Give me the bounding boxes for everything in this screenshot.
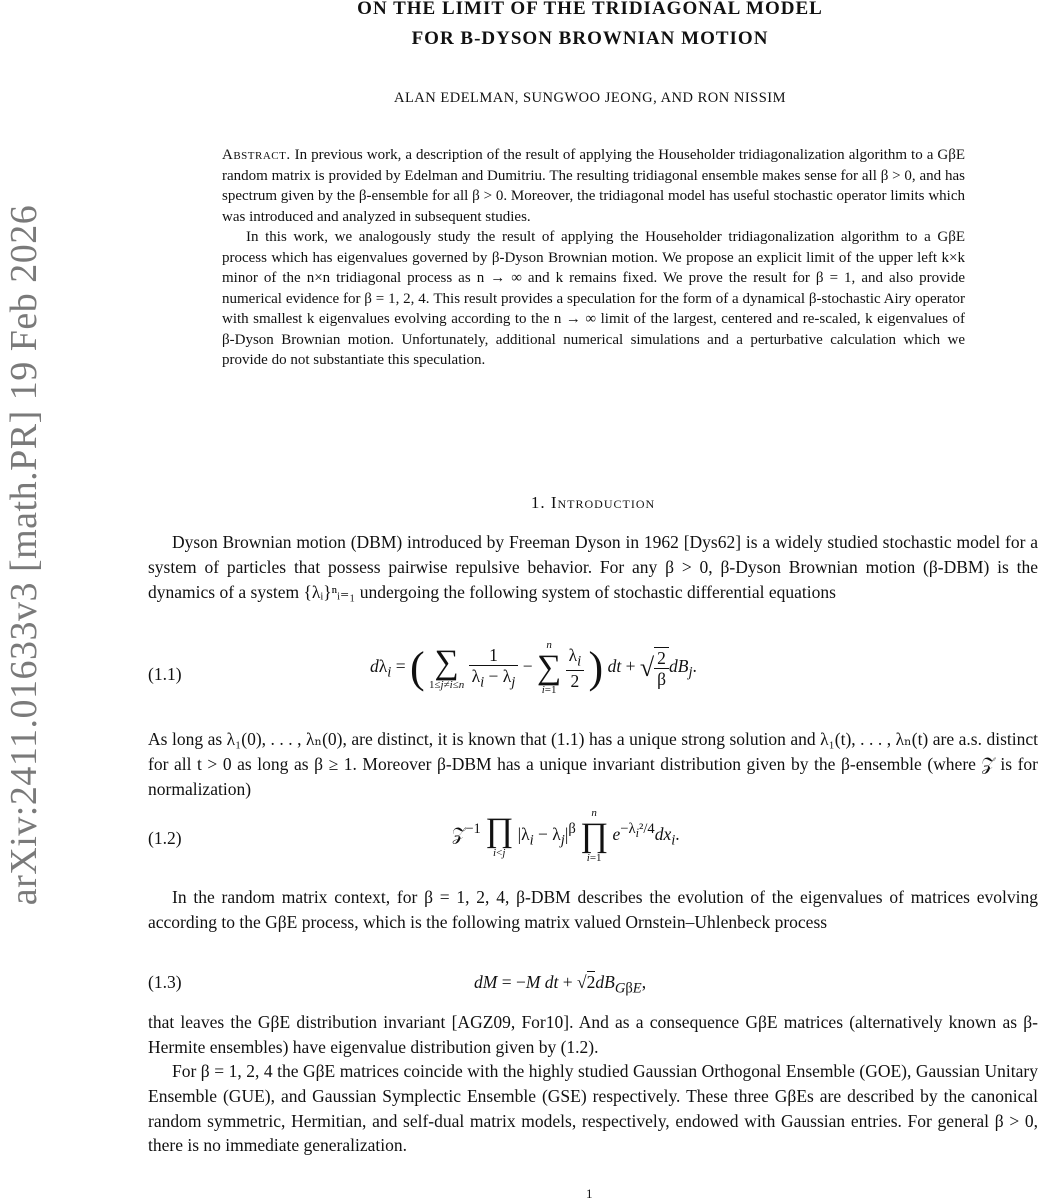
- paper-title: [300, 0, 880, 54]
- body-paragraph-1: [148, 530, 1038, 604]
- abstract: [222, 145, 965, 371]
- body-paragraph-5: [148, 1059, 1038, 1158]
- abstract-text-1: In previous work, a description of the result of applying the Householder tridiagonalization algorithm to a GβE random matrix is provided by Edelman and Dumitriu. The resulting tridiagonal ensemble makes sense for all β > 0, and has spectrum given by the β-ensemble for all β > 0. Moreover, the tridiagonal model has useful stochastic operator limits which was introduced and analyzed in subsequent studies.: [222, 147, 966, 225]
- equation-number-1-2: (1.2): [148, 828, 182, 848]
- arxiv-identifier: arXiv:2411.01633v3 [math.PR] 19 Feb 2026: [3, 204, 45, 906]
- abstract-paragraph-2: In this work, we analogously study the result of applying the Householder tridiagonalization algorithm to a GβE process which has eigenvalues governed by β-Dyson Brownian motion. We propose an explicit limit of the upper left k×k minor of the n×n tridiagonal process as n → ∞ and k remains fixed. We prove the result for β = 1, and also provide numerical evidence for β = 1, 2, 4. This result provides a speculation for the form of a dynamical β-stochastic Airy operator with smallest k eigenvalues evolving according to the n → ∞ limit of the largest, centered and re-scaled, k eigenvalues of β-Dyson Brownian motion. Unfortunately, additional numerical simulations and a perturbative calculation which we provide do not substantiate this speculation.: [222, 229, 965, 368]
- equation-number-1-3: (1.3): [148, 972, 182, 992]
- paragraph-text: For β = 1, 2, 4 the GβE matrices coincide with the highly studied Gaussian Orthogonal Ensemble (GOE), Gaussian Unitary Ensemble (GUE), and Gaussian Symplectic Ensemble (GSE) respectively. These three GβEs are described by the canonical random symmetric, Hermitian, and self-dual matrix models, respectively, endowed with Gaussian entries. For general β > 0, there is no immediate generalization.: [148, 1061, 1038, 1156]
- equation-1-1: $d\lambda_i$ = ( ∑ 1≤j≠i≤n $\frac{1}{\lambda_i - \lambda_j}$ − n ∑ i=1 $\frac{\lambda_i}{2}$ ) dt + √ $\frac{2}{\beta}$ $dB_j$.: [370, 639, 697, 696]
- author-list: ALAN EDELMAN, SUNGWOO JEONG, AND RON NISSIM: [393, 90, 787, 106]
- title-line-1: ON THE LIMIT OF THE TRIDIAGONAL MODEL: [357, 0, 823, 19]
- body-paragraph-2: [148, 727, 1038, 801]
- equation-number-1-1: (1.1): [148, 664, 182, 684]
- paragraph-text: Dyson Brownian motion (DBM) introduced by Freeman Dyson in 1962 [Dys62] is a widely studied stochastic model for a system of particles that possess pairwise repulsive behavior. For any β > 0, β-Dyson Brownian motion (β-DBM) is the dynamics of a system {λᵢ}ⁿᵢ₌₁ undergoing the following system of stochastic differential equations: [148, 532, 1038, 602]
- equation-1-2: 𝒵$^{-1}$ ∏ i<j $|\lambda_i - \lambda_j|^\beta$ n ∏ i=1 $e^{-\lambda_i^2/4}dx_i$.: [452, 807, 680, 864]
- body-paragraph-4: [148, 1010, 1038, 1060]
- paragraph-text: that leaves the GβE distribution invariant [AGZ09, For10]. And as a consequence GβE matrices (alternatively known as β-Hermite ensembles) have eigenvalue distribution given by (1.2).: [148, 1012, 1038, 1057]
- paragraph-text: In the random matrix context, for β = 1, 2, 4, β-DBM describes the evolution of the eigenvalues of matrices evolving according to the GβE process, which is the following matrix valued Ornstein–Uhlenbeck process: [148, 887, 1038, 932]
- arxiv-sidebar: [0, 0, 48, 1200]
- abstract-paragraph-1: [222, 145, 965, 227]
- title-line-2: FOR Β-DYSON BROWNIAN MOTION: [411, 28, 769, 49]
- abstract-heading: Abstract.: [222, 147, 291, 163]
- paragraph-text: As long as λ₁(0), . . . , λₙ(0), are distinct, it is known that (1.1) has a unique strong solution and λ₁(t), . . . , λₙ(t) are a.s. distinct for all t > 0 as long as β ≥ 1. Moreover β-DBM has a unique invariant distribution given by the β-ensemble (where 𝒵 is for normalization): [148, 729, 1038, 799]
- equation-1-3: dM = −M dt + $√2dB_{G\beta E}$,: [474, 972, 647, 997]
- section-heading: 1. Introduction: [530, 493, 656, 512]
- page-number: 1: [586, 1186, 593, 1201]
- body-paragraph-3: [148, 885, 1038, 935]
